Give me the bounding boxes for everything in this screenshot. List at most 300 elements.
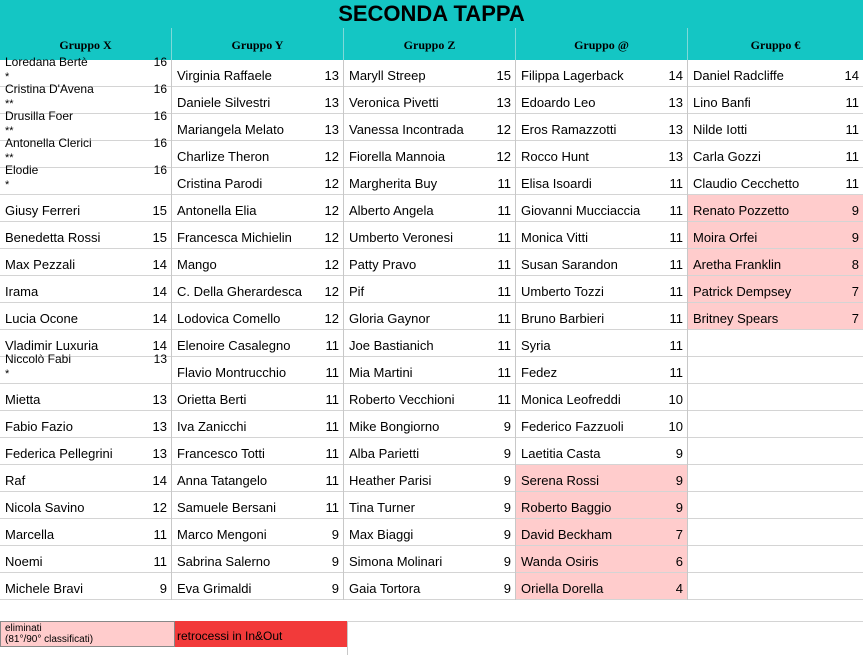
- participant-name: Antonella Clerici: [5, 136, 92, 150]
- participant-name: Rocco Hunt: [521, 149, 589, 164]
- participant-score: 9: [675, 473, 683, 488]
- group-header-y[interactable]: Gruppo Y: [172, 28, 344, 60]
- ranking-cell[interactable]: [344, 276, 515, 303]
- ranking-cell[interactable]: [172, 60, 343, 87]
- participant-score: 11: [497, 365, 511, 380]
- group-header-row: [0, 28, 863, 60]
- participant-mark: *: [5, 71, 10, 83]
- ranking-cell[interactable]: [516, 222, 687, 249]
- ranking-cell[interactable]: [172, 357, 343, 384]
- participant-name: Benedetta Rossi: [5, 230, 101, 245]
- ranking-cell[interactable]: [688, 411, 863, 438]
- ranking-cell[interactable]: [688, 249, 863, 276]
- participant-score: 12: [324, 230, 339, 245]
- participant-name: Roberto Baggio: [521, 500, 612, 515]
- ranking-cell[interactable]: [344, 249, 515, 276]
- ranking-cell[interactable]: [0, 352, 171, 384]
- ranking-cell[interactable]: [688, 573, 863, 600]
- participant-score: 9: [851, 203, 859, 218]
- ranking-cell[interactable]: [172, 330, 343, 357]
- ranking-cell[interactable]: [344, 519, 515, 546]
- participant-score: 12: [152, 500, 167, 515]
- participant-score: 9: [331, 527, 339, 542]
- ranking-cell[interactable]: [516, 573, 687, 600]
- ranking-cell[interactable]: [516, 330, 687, 357]
- participant-name: Federico Fazzuoli: [521, 419, 624, 434]
- ranking-cell[interactable]: [344, 546, 515, 573]
- ranking-cell[interactable]: [688, 195, 863, 222]
- participant-score: 11: [325, 419, 339, 434]
- ranking-cell[interactable]: [516, 60, 687, 87]
- participant-name: Sabrina Salerno: [177, 554, 271, 569]
- ranking-cell[interactable]: [516, 114, 687, 141]
- ranking-cell[interactable]: [344, 114, 515, 141]
- participant-name: Mango: [177, 257, 217, 272]
- participant-score: 9: [503, 419, 511, 434]
- participant-name: Syria: [521, 338, 551, 353]
- participant-name: Max Pezzali: [5, 257, 76, 272]
- ranking-cell[interactable]: [0, 195, 171, 222]
- participant-score: 12: [496, 122, 511, 137]
- ranking-cell[interactable]: [0, 492, 171, 519]
- ranking-cell[interactable]: [0, 249, 171, 276]
- ranking-cell[interactable]: [0, 546, 171, 573]
- ranking-cell[interactable]: [516, 384, 687, 411]
- participant-name: Filippa Lagerback: [521, 68, 624, 83]
- participant-name: Laetitia Casta: [521, 446, 601, 461]
- participant-name: Fedez: [521, 365, 558, 380]
- participant-score: 14: [668, 68, 683, 83]
- participant-name: Veronica Pivetti: [349, 95, 439, 110]
- ranking-cell[interactable]: [172, 87, 343, 114]
- group-column-z: [344, 60, 516, 600]
- participant-name: Lodovica Comello: [177, 311, 281, 326]
- participant-score: 14: [152, 257, 167, 272]
- ranking-cell[interactable]: [0, 222, 171, 249]
- ranking-cell[interactable]: [688, 519, 863, 546]
- participant-score: 13: [668, 122, 683, 137]
- participant-name: Patty Pravo: [349, 257, 417, 272]
- participant-score: 14: [152, 311, 167, 326]
- participant-score: 13: [668, 149, 683, 164]
- participant-score: 11: [497, 311, 511, 326]
- participant-score: 8: [851, 257, 859, 272]
- participant-name: Gloria Gaynor: [349, 311, 430, 326]
- participant-name: Eva Grimaldi: [177, 581, 252, 596]
- participant-score: 16: [153, 136, 167, 150]
- participant-score: 9: [331, 581, 339, 596]
- participant-score: 13: [324, 68, 339, 83]
- participant-score: 14: [844, 68, 859, 83]
- participant-score: 9: [503, 554, 511, 569]
- participant-name: Monica Leofreddi: [521, 392, 621, 407]
- participant-score: 16: [153, 55, 167, 69]
- participant-name: Britney Spears: [693, 311, 779, 326]
- participant-name: Iva Zanicchi: [177, 419, 247, 434]
- participant-name: Elenoire Casalegno: [177, 338, 291, 353]
- participant-score: 9: [675, 500, 683, 515]
- participant-name: Lucia Ocone: [5, 311, 78, 326]
- participant-name: Mia Martini: [349, 365, 413, 380]
- ranking-cell[interactable]: [172, 168, 343, 195]
- participant-mark: **: [5, 98, 14, 110]
- ranking-cell[interactable]: [0, 163, 171, 195]
- participant-name: Max Biaggi: [349, 527, 414, 542]
- participant-score: 11: [845, 95, 859, 110]
- participant-name: Bruno Barbieri: [521, 311, 605, 326]
- participant-name: Orietta Berti: [177, 392, 247, 407]
- participant-score: 9: [331, 554, 339, 569]
- participant-score: 14: [152, 284, 167, 299]
- ranking-cell[interactable]: [688, 222, 863, 249]
- participant-score: 15: [496, 68, 511, 83]
- participant-score: 12: [324, 176, 339, 191]
- group-header-at[interactable]: Gruppo @: [516, 28, 688, 60]
- participant-score: 13: [152, 419, 167, 434]
- participant-score: 13: [324, 122, 339, 137]
- participant-name: Mariangela Melato: [177, 122, 284, 137]
- participant-score: 9: [159, 581, 167, 596]
- ranking-cell[interactable]: [688, 357, 863, 384]
- participant-name: Renato Pozzetto: [693, 203, 790, 218]
- participant-score: 11: [669, 203, 683, 218]
- participant-name: Giovanni Mucciaccia: [521, 203, 641, 218]
- ranking-cell[interactable]: [172, 276, 343, 303]
- group-column-at: [516, 60, 688, 600]
- ranking-cell[interactable]: [688, 330, 863, 357]
- legend-eliminated-label: eliminati: [5, 623, 42, 634]
- ranking-cell[interactable]: [516, 303, 687, 330]
- participant-score: 14: [152, 473, 167, 488]
- participant-name: Elodie: [5, 163, 39, 177]
- participant-name: Marco Mengoni: [177, 527, 267, 542]
- ranking-cell[interactable]: [516, 492, 687, 519]
- participant-score: 13: [152, 446, 167, 461]
- ranking-cell[interactable]: [344, 87, 515, 114]
- participant-name: Mietta: [5, 392, 41, 407]
- ranking-cell[interactable]: [172, 438, 343, 465]
- participant-score: 7: [675, 527, 683, 542]
- participant-score: 11: [325, 473, 339, 488]
- participant-name: Daniele Silvestri: [177, 95, 271, 110]
- participant-score: 11: [845, 176, 859, 191]
- ranking-cell[interactable]: [688, 87, 863, 114]
- ranking-cell[interactable]: [344, 141, 515, 168]
- ranking-cell[interactable]: [688, 438, 863, 465]
- ranking-cell[interactable]: [344, 60, 515, 87]
- participant-score: 11: [669, 284, 683, 299]
- participant-name: Roberto Vecchioni: [349, 392, 455, 407]
- participant-score: 11: [153, 554, 167, 569]
- participant-name: Antonella Elia: [177, 203, 257, 218]
- participant-score: 12: [324, 257, 339, 272]
- participant-score: 11: [325, 365, 339, 380]
- ranking-cell[interactable]: [0, 465, 171, 492]
- participant-name: Francesco Totti: [177, 446, 265, 461]
- group-column-y: [172, 60, 344, 600]
- participant-score: 4: [675, 581, 683, 596]
- participant-score: 15: [152, 203, 167, 218]
- participant-score: 11: [669, 338, 683, 353]
- participant-name: Niccolò Fabi: [5, 352, 72, 366]
- participant-score: 12: [324, 311, 339, 326]
- legend-eliminated[interactable]: [0, 621, 175, 647]
- participant-score: 15: [152, 230, 167, 245]
- participant-score: 9: [851, 230, 859, 245]
- participant-name: Marcella: [5, 527, 55, 542]
- ranking-cell[interactable]: [172, 492, 343, 519]
- participant-score: 16: [153, 109, 167, 123]
- ranking-cell[interactable]: [172, 465, 343, 492]
- participant-name: Virginia Raffaele: [177, 68, 272, 83]
- participant-score: 11: [497, 392, 511, 407]
- participant-score: 13: [668, 95, 683, 110]
- ranking-cell[interactable]: [516, 546, 687, 573]
- participant-score: 11: [325, 446, 339, 461]
- participant-name: Irama: [5, 284, 39, 299]
- group-column-euro: [688, 60, 863, 600]
- participant-name: Fiorella Mannoia: [349, 149, 446, 164]
- ranking-cell[interactable]: [172, 141, 343, 168]
- participant-score: 9: [675, 446, 683, 461]
- ranking-cell[interactable]: [344, 492, 515, 519]
- ranking-cell[interactable]: [0, 411, 171, 438]
- participant-name: Mike Bongiorno: [349, 419, 440, 434]
- participant-name: Noemi: [5, 554, 43, 569]
- ranking-cell[interactable]: [344, 411, 515, 438]
- ranking-cell[interactable]: [172, 546, 343, 573]
- participant-name: Elisa Isoardi: [521, 176, 592, 191]
- ranking-cell[interactable]: [172, 195, 343, 222]
- ranking-cell[interactable]: [172, 573, 343, 600]
- participant-score: 12: [496, 149, 511, 164]
- participant-score: 9: [503, 581, 511, 596]
- participant-name: Flavio Montrucchio: [177, 365, 287, 380]
- participant-score: 11: [325, 500, 339, 515]
- ranking-cell[interactable]: [688, 60, 863, 87]
- group-header-z[interactable]: Gruppo Z: [344, 28, 516, 60]
- participant-score: 11: [845, 149, 859, 164]
- ranking-cell[interactable]: [0, 276, 171, 303]
- participant-name: Raf: [5, 473, 26, 488]
- participant-score: 14: [152, 338, 167, 353]
- ranking-cell[interactable]: [344, 357, 515, 384]
- ranking-cell[interactable]: [688, 546, 863, 573]
- participant-score: 9: [503, 527, 511, 542]
- participant-name: Francesca Michielin: [177, 230, 292, 245]
- participant-score: 12: [324, 284, 339, 299]
- participant-score: 12: [324, 149, 339, 164]
- participant-score: 11: [153, 527, 167, 542]
- participant-name: Monica Vitti: [521, 230, 588, 245]
- legend: [0, 621, 863, 655]
- participant-name: Maryll Streep: [349, 68, 426, 83]
- participant-name: Michele Bravi: [5, 581, 84, 596]
- participant-name: Eros Ramazzotti: [521, 122, 617, 137]
- participant-name: Gaia Tortora: [349, 581, 421, 596]
- participant-name: Heather Parisi: [349, 473, 432, 488]
- participant-name: Giusy Ferreri: [5, 203, 81, 218]
- participant-score: 11: [669, 230, 683, 245]
- participant-name: Lino Banfi: [693, 95, 751, 110]
- ranking-cell[interactable]: [0, 384, 171, 411]
- ranking-cell[interactable]: [172, 384, 343, 411]
- participant-score: 13: [152, 392, 167, 407]
- ranking-cell[interactable]: [344, 303, 515, 330]
- ranking-cell[interactable]: [516, 168, 687, 195]
- ranking-cell[interactable]: [344, 465, 515, 492]
- ranking-cell[interactable]: [516, 411, 687, 438]
- ranking-cell[interactable]: [516, 357, 687, 384]
- ranking-cell[interactable]: [516, 141, 687, 168]
- group-column-x: [0, 55, 172, 600]
- ranking-cell[interactable]: [344, 168, 515, 195]
- participant-name: Alberto Angela: [349, 203, 434, 218]
- participant-name: C. Della Gherardesca: [177, 284, 302, 299]
- participant-name: Susan Sarandon: [521, 257, 618, 272]
- participant-name: Federica Pellegrini: [5, 446, 113, 461]
- ranking-cell[interactable]: [0, 438, 171, 465]
- ranking-cell[interactable]: [0, 303, 171, 330]
- participant-mark: **: [5, 125, 14, 137]
- ranking-cell[interactable]: [516, 519, 687, 546]
- participant-mark: *: [5, 368, 10, 380]
- legend-relegated[interactable]: retrocessi in In&Out: [175, 621, 347, 647]
- participant-name: Anna Tatangelo: [177, 473, 268, 488]
- ranking-cell[interactable]: [516, 465, 687, 492]
- participant-name: Nilde Iotti: [693, 122, 748, 137]
- participant-name: Aretha Franklin: [693, 257, 782, 272]
- ranking-cell[interactable]: [516, 276, 687, 303]
- participant-name: David Beckham: [521, 527, 613, 542]
- participant-score: 16: [153, 82, 167, 96]
- participant-score: 9: [503, 473, 511, 488]
- participant-name: Pif: [349, 284, 365, 299]
- ranking-cell[interactable]: [344, 222, 515, 249]
- participant-name: Drusilla Foer: [5, 109, 74, 123]
- participant-name: Moira Orfei: [693, 230, 758, 245]
- ranking-cell[interactable]: [688, 465, 863, 492]
- participant-name: Daniel Radcliffe: [693, 68, 784, 83]
- participant-name: Nicola Savino: [5, 500, 85, 515]
- ranking-cell[interactable]: [344, 384, 515, 411]
- participant-score: 10: [668, 419, 683, 434]
- participant-name: Margherita Buy: [349, 176, 438, 191]
- participant-name: Simona Molinari: [349, 554, 443, 569]
- participant-score: 13: [153, 352, 167, 366]
- participant-score: 6: [675, 554, 683, 569]
- legend-eliminated-range: (81°/90° classificati): [5, 634, 94, 645]
- ranking-cell[interactable]: [344, 438, 515, 465]
- ranking-cell[interactable]: [344, 573, 515, 600]
- group-header-euro[interactable]: Gruppo €: [750, 38, 801, 52]
- ranking-cell[interactable]: [688, 492, 863, 519]
- ranking-cell[interactable]: [344, 330, 515, 357]
- participant-name: Oriella Dorella: [521, 581, 604, 596]
- participant-name: Claudio Cecchetto: [693, 176, 800, 191]
- ranking-cell[interactable]: [0, 573, 171, 600]
- ranking-cell[interactable]: [172, 303, 343, 330]
- participant-score: 11: [497, 257, 511, 272]
- participant-score: 11: [845, 122, 859, 137]
- participant-name: Carla Gozzi: [693, 149, 761, 164]
- ranking-cell[interactable]: [688, 114, 863, 141]
- participant-score: 13: [496, 95, 511, 110]
- ranking-cell[interactable]: [688, 276, 863, 303]
- participant-score: 10: [668, 392, 683, 407]
- ranking-cell[interactable]: [516, 195, 687, 222]
- ranking-grid: [0, 55, 863, 600]
- participant-score: 11: [497, 230, 511, 245]
- ranking-cell[interactable]: [516, 87, 687, 114]
- participant-mark: *: [5, 179, 10, 191]
- participant-score: 11: [497, 284, 511, 299]
- participant-score: 11: [669, 311, 683, 326]
- ranking-cell[interactable]: [0, 519, 171, 546]
- participant-score: 11: [497, 176, 511, 191]
- participant-name: Wanda Osiris: [521, 554, 599, 569]
- ranking-cell[interactable]: [688, 141, 863, 168]
- participant-name: Vladimir Luxuria: [5, 338, 99, 353]
- participant-name: Fabio Fazio: [5, 419, 73, 434]
- participant-score: 7: [851, 311, 859, 326]
- ranking-cell[interactable]: [172, 114, 343, 141]
- ranking-cell[interactable]: [688, 384, 863, 411]
- participant-score: 11: [669, 176, 683, 191]
- participant-name: Joe Bastianich: [349, 338, 434, 353]
- participant-name: Patrick Dempsey: [693, 284, 792, 299]
- participant-score: 7: [851, 284, 859, 299]
- participant-name: Charlize Theron: [177, 149, 270, 164]
- participant-name: Umberto Tozzi: [521, 284, 604, 299]
- sheet-title: SECONDA TAPPA: [0, 0, 863, 28]
- ranking-cell[interactable]: [344, 195, 515, 222]
- participant-score: 11: [497, 203, 511, 218]
- ranking-cell[interactable]: [688, 303, 863, 330]
- participant-score: 11: [325, 392, 339, 407]
- legend-empty-cell[interactable]: [347, 621, 863, 655]
- participant-score: 9: [503, 446, 511, 461]
- ranking-cell[interactable]: [688, 168, 863, 195]
- participant-score: 16: [153, 163, 167, 177]
- participant-mark: **: [5, 152, 14, 164]
- participant-name: Samuele Bersani: [177, 500, 276, 515]
- participant-name: Serena Rossi: [521, 473, 600, 488]
- participant-score: 12: [324, 203, 339, 218]
- ranking-cell[interactable]: [172, 222, 343, 249]
- ranking-cell[interactable]: [516, 438, 687, 465]
- participant-name: Alba Parietti: [349, 446, 420, 461]
- participant-score: 11: [669, 365, 683, 380]
- participant-name: Cristina Parodi: [177, 176, 263, 191]
- participant-score: 11: [669, 257, 683, 272]
- participant-score: 11: [325, 338, 339, 353]
- participant-score: 13: [324, 95, 339, 110]
- participant-name: Edoardo Leo: [521, 95, 596, 110]
- ranking-cell[interactable]: [516, 249, 687, 276]
- group-header-x[interactable]: Gruppo X: [0, 28, 172, 60]
- ranking-cell[interactable]: [172, 411, 343, 438]
- participant-score: 9: [503, 500, 511, 515]
- participant-name: Umberto Veronesi: [349, 230, 454, 245]
- participant-name: Loredana Bertè: [5, 55, 88, 69]
- participant-score: 11: [497, 338, 511, 353]
- participant-name: Vanessa Incontrada: [349, 122, 464, 137]
- ranking-cell[interactable]: [172, 519, 343, 546]
- ranking-cell[interactable]: [172, 249, 343, 276]
- participant-name: Cristina D'Avena: [5, 82, 94, 96]
- participant-name: Tina Turner: [349, 500, 415, 515]
